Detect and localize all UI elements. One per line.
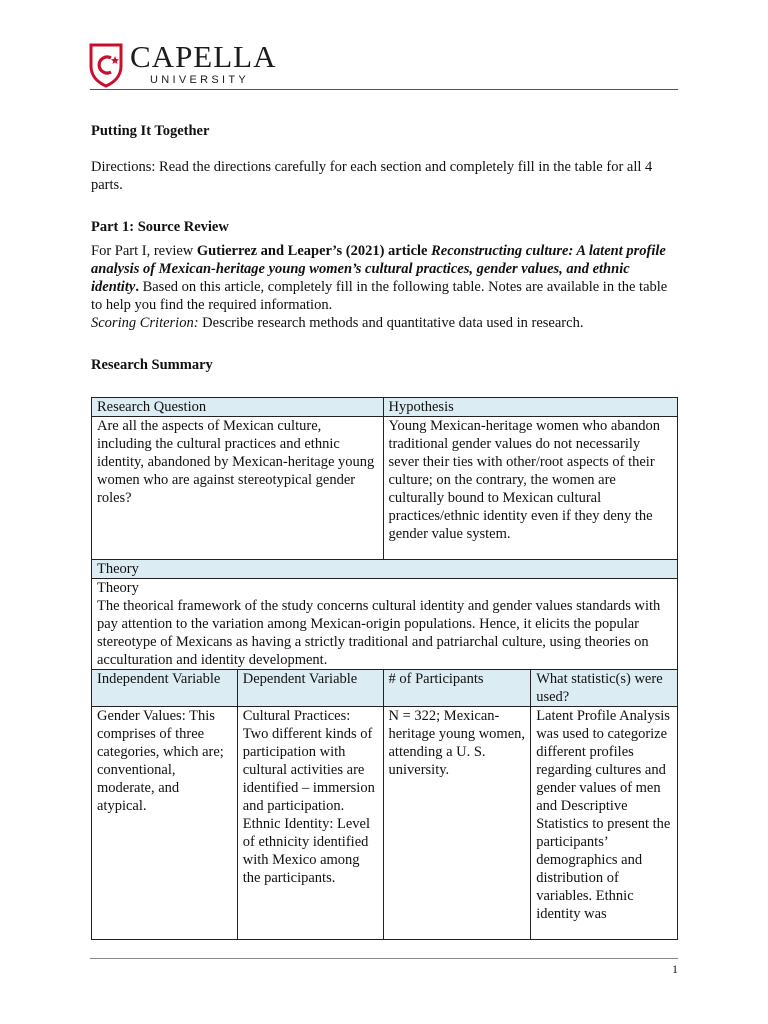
theory-subheading: Theory — [97, 580, 139, 596]
criterion-text: Describe research methods and quantitative data used in research. — [198, 315, 584, 331]
part1-text-e: Based on this article, completely fill in the following table. Notes are available in the table to help you find the required information. — [91, 279, 668, 313]
brand-name: CAPELLA — [130, 39, 277, 74]
independent-variable-cell[interactable]: Gender Values: This comprises of three categories, which are; conventional, moderate, and atypical. — [92, 707, 238, 940]
statistics-cell[interactable]: Latent Profile Analysis was used to categorize different profiles regarding cultures and gender values of men and Descriptive Statistics to present the participants’ demographics and distribution of variables. Ethnic identity was — [531, 707, 678, 940]
page-number: 1 — [672, 962, 678, 976]
criterion-label: Scoring Criterion: — [91, 315, 199, 331]
theory-cell[interactable] — [92, 579, 678, 670]
theory-header: Theory — [92, 560, 678, 579]
part1-instructions — [91, 242, 679, 332]
research-summary-title: Research Summary — [91, 357, 213, 373]
dependent-variable-text-a: Cultural Practices: Two different kinds of participation with cultural activities are identified – immersion and participation. — [242, 708, 375, 814]
part1-title: Part 1: Source Review — [91, 219, 229, 235]
header-rule — [90, 89, 678, 90]
article-period: . — [135, 279, 139, 295]
research-question-cell[interactable]: Are all the aspects of Mexican culture, including the cultural practices and ethnic identity, abandoned by Mexican-heritage young women who are against stereotypical gender roles? — [92, 417, 384, 560]
dependent-variable-header: Dependent Variable — [237, 670, 383, 707]
section-title: Putting It Together — [91, 123, 210, 139]
directions-text: Directions: Read the directions carefully for each section and completely fill in the table for all 4 parts. — [91, 159, 653, 193]
brand-subtitle: UNIVERSITY — [150, 74, 250, 86]
dependent-variable-cell[interactable] — [237, 707, 383, 940]
hypothesis-header: Hypothesis — [383, 398, 678, 417]
research-question-header: Research Question — [92, 398, 384, 417]
participants-header: # of Participants — [383, 670, 531, 707]
document-body — [91, 122, 679, 940]
statistics-header: What statistic(s) were used? — [531, 670, 678, 707]
dependent-variable-text-b: Ethnic Identity: Level of ethnicity identified with Mexico among the participants. — [242, 816, 370, 886]
research-summary-table — [91, 397, 678, 940]
footer-rule — [90, 958, 678, 959]
independent-variable-header: Independent Variable — [92, 670, 238, 707]
participants-cell[interactable]: N = 322; Mexican-heritage young women, attending a U. S. university. — [383, 707, 531, 940]
hypothesis-cell[interactable]: Young Mexican-heritage women who abandon traditional gender values do not necessarily sever their ties with other/root aspects of their culture; on the contrary, the women are culturally bound to Mexican cultural practices/ethnic identity even if they deny the gender value system. — [383, 417, 678, 560]
article-authors: Gutierrez and Leaper’s (2021) article — [196, 243, 432, 259]
capella-shield-icon — [88, 42, 124, 88]
part1-text-a: For Part I, review — [91, 243, 197, 259]
theory-text: The theorical framework of the study concerns cultural identity and gender values standards with pay attention to the variation among Mexican-origin populations. Hence, it elicits the popular stereotype of Mexicans as having a strictly traditional and patriarchal culture, using theories on acculturation and identity development. — [97, 598, 661, 668]
article-title: Reconstructing culture: A latent profile analysis of Mexican-heritage young women’s cultural practices, gender values, and ethnic identity — [91, 243, 666, 295]
capella-logo — [88, 40, 308, 92]
